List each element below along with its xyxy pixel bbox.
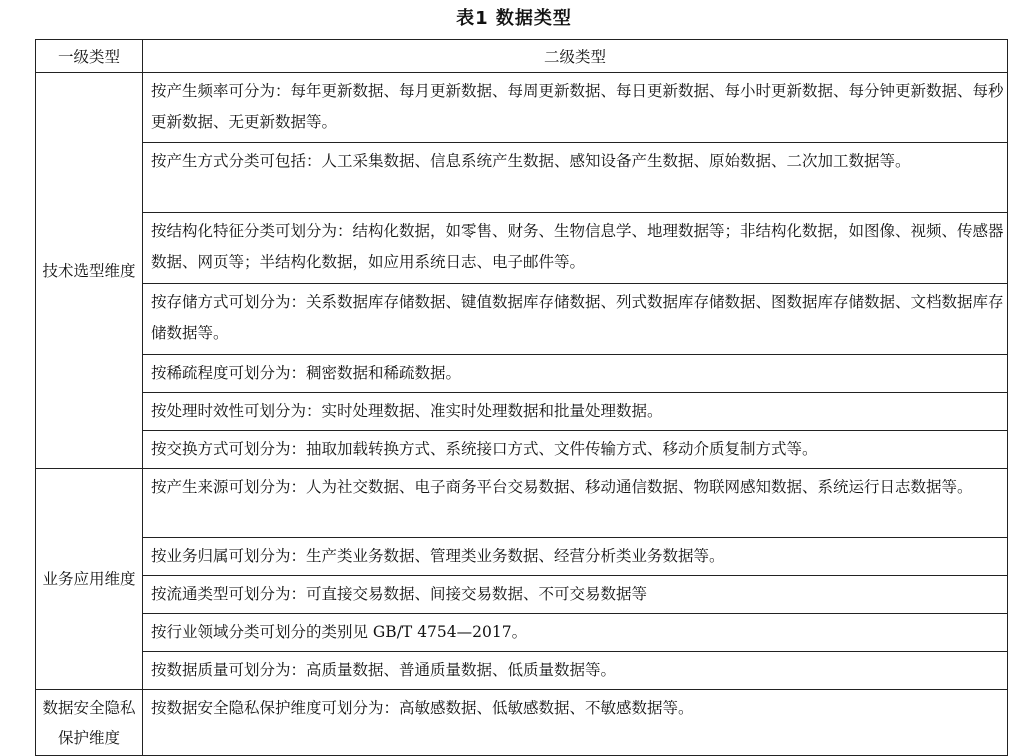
desc-cell: 按结构化特征分类可划分为：结构化数据，如零售、财务、生物信息学、地理数据等；非结构化数据，如图像、视频、传感器数据、网页等；半结构化数据，如应用系统日志、电子邮件等。 <box>143 213 1008 284</box>
table-title: 表1 数据类型 <box>456 8 572 29</box>
table-row <box>36 355 1008 393</box>
table-row <box>36 73 1008 143</box>
desc-cell: 按产生方式分类可包括：人工采集数据、信息系统产生数据、感知设备产生数据、原始数据、二次加工数据等。 <box>143 143 1008 213</box>
category-cell-technical: 技术选型维度 <box>36 73 143 469</box>
desc-cell: 按流通类型可划分为：可直接交易数据、间接交易数据、不可交易数据等 <box>143 576 1008 614</box>
desc-cell: 按业务归属可划分为：生产类业务数据、管理类业务数据、经营分析类业务数据等。 <box>143 538 1008 576</box>
table-row <box>36 431 1008 469</box>
category-cell-business: 业务应用维度 <box>36 469 143 690</box>
desc-cell: 按数据安全隐私保护维度可划分为：高敏感数据、低敏感数据、不敏感数据等。 <box>143 690 1008 756</box>
table-row <box>36 393 1008 431</box>
desc-cell: 按存储方式可划分为：关系数据库存储数据、键值数据库存储数据、列式数据库存储数据、图数据库存储数据、文档数据库存储数据等。 <box>143 284 1008 355</box>
table-row <box>36 213 1008 284</box>
desc-cell: 按交换方式可划分为：抽取加载转换方式、系统接口方式、文件传输方式、移动介质复制方式等。 <box>143 431 1008 469</box>
desc-cell: 按产生来源可划分为：人为社交数据、电子商务平台交易数据、移动通信数据、物联网感知数据、系统运行日志数据等。 <box>143 469 1008 538</box>
desc-cell: 按行业领域分类可划分的类别见 GB/T 4754—2017。 <box>143 614 1008 652</box>
data-types-table <box>35 39 1008 756</box>
desc-cell: 按处理时效性可划分为：实时处理数据、准实时处理数据和批量处理数据。 <box>143 393 1008 431</box>
table-row <box>36 614 1008 652</box>
desc-cell: 按稀疏程度可划分为：稠密数据和稀疏数据。 <box>143 355 1008 393</box>
table-row <box>36 652 1008 690</box>
table-row <box>36 576 1008 614</box>
table-row <box>36 469 1008 538</box>
table-header-row <box>36 40 1008 73</box>
header-secondary-type: 二级类型 <box>143 40 1008 73</box>
table-row <box>36 690 1008 756</box>
desc-cell: 按产生频率可分为：每年更新数据、每月更新数据、每周更新数据、每日更新数据、每小时更新数据、每分钟更新数据、每秒更新数据、无更新数据等。 <box>143 73 1008 143</box>
table-row <box>36 143 1008 213</box>
desc-cell: 按数据质量可划分为：高质量数据、普通质量数据、低质量数据等。 <box>143 652 1008 690</box>
table-row <box>36 284 1008 355</box>
category-cell-security: 数据安全隐私保护维度 <box>36 690 143 756</box>
table-row <box>36 538 1008 576</box>
header-primary-type: 一级类型 <box>36 40 143 73</box>
